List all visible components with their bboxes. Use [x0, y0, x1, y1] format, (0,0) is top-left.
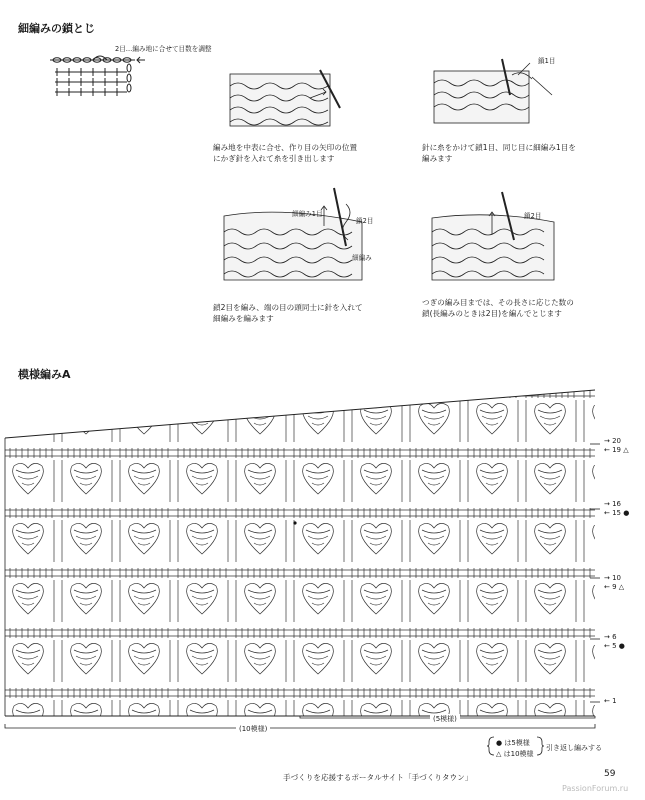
legend-item-5: ● は5模様	[496, 739, 530, 747]
page-number: 59	[604, 769, 616, 779]
section-title-sc-chain-seam: 細編みの鎖とじ	[18, 22, 95, 35]
label-sc: 細編み	[352, 254, 372, 262]
footer-text: 手づくりを応援するポータルサイト「手づくりタウン」	[283, 773, 473, 782]
illustration-step1	[228, 68, 343, 130]
illustration-step2	[432, 55, 562, 127]
label-chain1: 鎖1目	[538, 57, 556, 65]
legend-brace-right	[536, 735, 544, 757]
section-title-pattern-a: 模様編みA	[18, 368, 71, 381]
caption-step1: 編み地を中表に合せ、作り目の矢印の位置 にかぎ針を入れて糸を引き出します	[213, 143, 358, 163]
legend-brace	[486, 735, 496, 757]
illustration-step3	[222, 186, 382, 284]
row-label-1: ← 1	[604, 697, 617, 705]
small-chart-note: 2目…編み地に合せて目数を調整	[115, 45, 212, 53]
small-chain-chart	[45, 52, 160, 104]
row-label-10: → 10	[604, 574, 622, 582]
bracket-outer-label: (10模様)	[236, 724, 270, 734]
caption-step3: 鎖2目を編み、端の目の頭同士に針を入れて 細編みを編みます	[213, 303, 363, 323]
caption-step2: 針に糸をかけて鎖1目、同じ目に細編み1目を 編みます	[422, 143, 576, 163]
repeat-brackets	[0, 712, 600, 740]
label-chain2b: 鎖2目	[524, 212, 542, 220]
legend-item-10: △ は10模様	[496, 750, 534, 758]
row-label-6: → 6	[604, 633, 617, 641]
watermark-text: PassionForum.ru	[562, 784, 629, 793]
label-sc1: 細編み1目	[292, 210, 323, 218]
row-label-5: ← 5 ●	[604, 642, 625, 650]
bracket-inner-label: (5模様)	[430, 714, 460, 724]
row-label-19: ← 19 △	[604, 446, 629, 454]
row-label-16: → 16	[604, 500, 622, 508]
illustration-step4	[430, 190, 570, 284]
row-label-15: ← 15 ●	[604, 509, 630, 517]
label-chain2a: 鎖2目	[356, 217, 374, 225]
row-label-9: ← 9 △	[604, 583, 625, 591]
pattern-chart	[0, 386, 600, 732]
legend-note: 引き返し編みする	[546, 744, 602, 752]
row-label-20: → 20	[604, 437, 622, 445]
caption-step4: つぎの編み目までは、その長さに応じた数の 鎖(長編みのときは2目)を編んでとじます	[422, 298, 574, 318]
